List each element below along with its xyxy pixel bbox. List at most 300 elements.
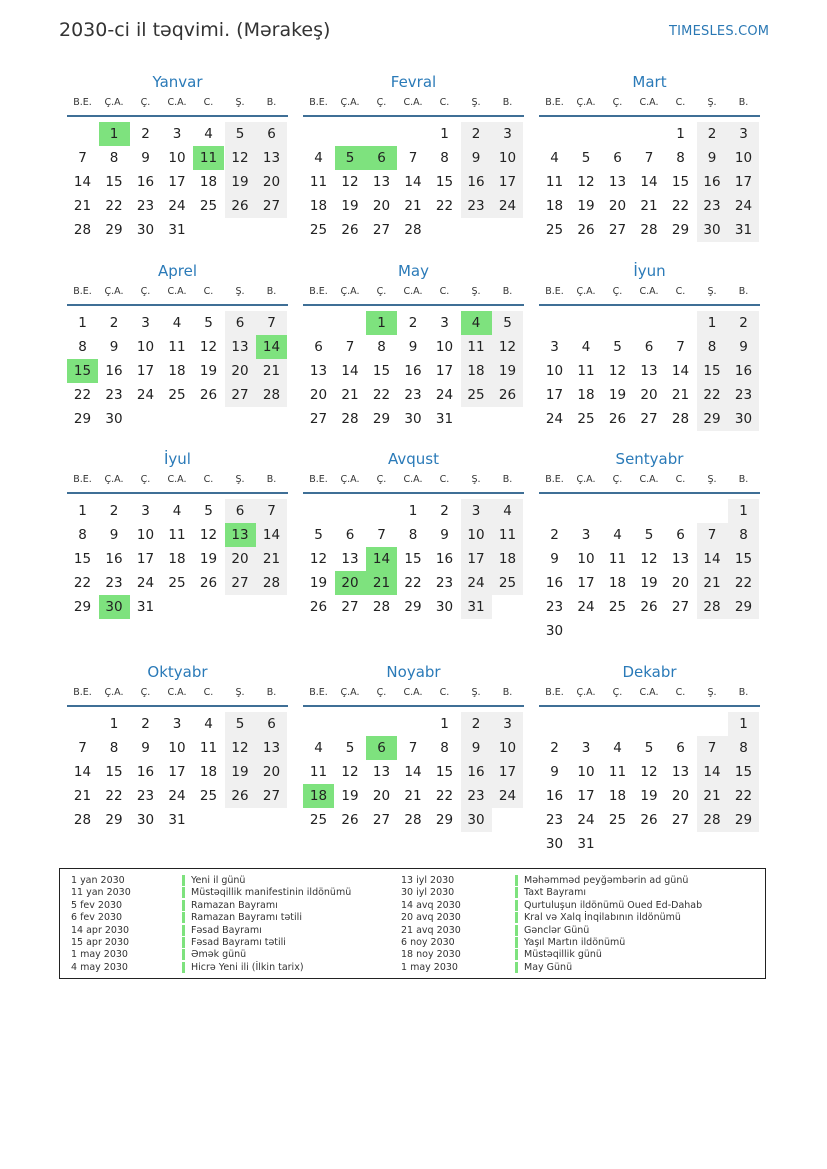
day-cell[interactable]: 30 [461, 808, 492, 832]
day-cell[interactable]: 20 [225, 547, 256, 571]
day-cell[interactable]: 6 [613, 150, 622, 166]
day-cell[interactable]: 25 [309, 222, 328, 238]
day-cell[interactable]: 19 [199, 363, 218, 379]
day-cell[interactable]: 29 [697, 407, 728, 431]
day-cell[interactable]: 1 [440, 126, 449, 142]
holiday-day-cell[interactable]: 15 [67, 359, 98, 383]
day-cell[interactable]: 24 [492, 784, 523, 808]
day-cell[interactable]: 27 [671, 812, 690, 828]
day-cell[interactable]: 20 [372, 198, 391, 214]
day-cell[interactable]: 13 [671, 764, 690, 780]
day-cell[interactable]: 9 [697, 146, 728, 170]
day-cell[interactable]: 10 [136, 339, 155, 355]
day-cell[interactable]: 17 [492, 170, 523, 194]
day-cell[interactable]: 30 [545, 623, 564, 639]
day-cell[interactable]: 13 [341, 551, 359, 567]
day-cell[interactable]: 26 [640, 599, 658, 615]
day-cell[interactable]: 4 [204, 126, 213, 142]
day-cell[interactable]: 2 [461, 712, 492, 736]
day-cell[interactable]: 7 [408, 740, 418, 756]
day-cell[interactable]: 17 [435, 363, 454, 379]
day-cell[interactable]: 6 [314, 339, 323, 355]
day-cell[interactable]: 14 [697, 547, 728, 571]
day-cell[interactable]: 12 [640, 551, 658, 567]
day-cell[interactable]: 20 [309, 387, 328, 403]
day-cell[interactable]: 27 [372, 222, 391, 238]
day-cell[interactable]: 29 [105, 222, 123, 238]
day-cell[interactable]: 13 [671, 551, 690, 567]
day-cell[interactable]: 24 [577, 599, 595, 615]
day-cell[interactable]: 30 [435, 599, 454, 615]
day-cell[interactable]: 22 [728, 784, 759, 808]
day-cell[interactable]: 25 [608, 812, 627, 828]
day-cell[interactable]: 16 [728, 359, 759, 383]
day-cell[interactable]: 29 [404, 599, 422, 615]
day-cell[interactable]: 26 [225, 784, 256, 808]
day-cell[interactable]: 15 [697, 359, 728, 383]
day-cell[interactable]: 18 [608, 788, 627, 804]
day-cell[interactable]: 7 [78, 150, 87, 166]
day-cell[interactable]: 19 [341, 788, 359, 804]
holiday-day-cell[interactable]: 18 [303, 784, 334, 808]
day-cell[interactable]: 19 [225, 760, 256, 784]
day-cell[interactable]: 5 [225, 712, 256, 736]
brand-link[interactable]: TIMESLES.COM [669, 24, 770, 39]
day-cell[interactable]: 19 [608, 387, 627, 403]
day-cell[interactable]: 25 [577, 411, 595, 427]
day-cell[interactable]: 8 [377, 339, 386, 355]
day-cell[interactable]: 6 [644, 339, 654, 355]
day-cell[interactable]: 17 [577, 575, 595, 591]
day-cell[interactable]: 1 [676, 126, 685, 142]
day-cell[interactable]: 10 [168, 740, 186, 756]
day-cell[interactable]: 6 [256, 712, 287, 736]
day-cell[interactable]: 20 [372, 788, 391, 804]
day-cell[interactable]: 18 [577, 387, 595, 403]
day-cell[interactable]: 28 [671, 411, 690, 427]
day-cell[interactable]: 8 [440, 150, 449, 166]
day-cell[interactable]: 2 [550, 527, 559, 543]
day-cell[interactable]: 15 [435, 764, 454, 780]
day-cell[interactable]: 3 [172, 716, 182, 732]
day-cell[interactable]: 16 [697, 170, 728, 194]
day-cell[interactable]: 3 [172, 126, 182, 142]
day-cell[interactable]: 25 [461, 383, 492, 407]
day-cell[interactable]: 24 [545, 411, 564, 427]
day-cell[interactable]: 17 [728, 170, 759, 194]
day-cell[interactable]: 21 [256, 359, 287, 383]
day-cell[interactable]: 27 [671, 599, 690, 615]
day-cell[interactable]: 1 [78, 315, 87, 331]
day-cell[interactable]: 4 [550, 150, 559, 166]
day-cell[interactable]: 11 [168, 527, 186, 543]
day-cell[interactable]: 22 [372, 387, 391, 403]
holiday-day-cell[interactable]: 6 [366, 146, 397, 170]
day-cell[interactable]: 18 [199, 764, 218, 780]
holiday-day-cell[interactable]: 5 [335, 146, 366, 170]
day-cell[interactable]: 6 [676, 740, 685, 756]
day-cell[interactable]: 23 [461, 784, 492, 808]
day-cell[interactable]: 24 [577, 812, 595, 828]
day-cell[interactable]: 19 [199, 551, 218, 567]
day-cell[interactable]: 23 [697, 194, 728, 218]
day-cell[interactable]: 7 [256, 311, 287, 335]
holiday-day-cell[interactable]: 30 [99, 595, 130, 619]
day-cell[interactable]: 29 [105, 812, 123, 828]
day-cell[interactable]: 23 [136, 788, 155, 804]
day-cell[interactable]: 12 [199, 527, 218, 543]
day-cell[interactable]: 7 [256, 499, 287, 523]
day-cell[interactable]: 10 [492, 146, 523, 170]
day-cell[interactable]: 4 [613, 527, 622, 543]
day-cell[interactable]: 8 [440, 740, 449, 756]
day-cell[interactable]: 28 [341, 411, 359, 427]
day-cell[interactable]: 5 [204, 503, 213, 519]
day-cell[interactable]: 7 [644, 150, 654, 166]
day-cell[interactable]: 28 [256, 383, 287, 407]
day-cell[interactable]: 29 [73, 599, 92, 615]
day-cell[interactable]: 7 [345, 339, 355, 355]
day-cell[interactable]: 7 [676, 339, 685, 355]
day-cell[interactable]: 9 [141, 740, 150, 756]
day-cell[interactable]: 7 [697, 736, 728, 760]
day-cell[interactable]: 20 [671, 575, 690, 591]
day-cell[interactable]: 1 [408, 503, 418, 519]
day-cell[interactable]: 12 [577, 174, 595, 190]
day-cell[interactable]: 3 [581, 740, 591, 756]
holiday-day-cell[interactable]: 14 [256, 335, 287, 359]
day-cell[interactable]: 30 [404, 411, 422, 427]
day-cell[interactable]: 15 [372, 363, 391, 379]
day-cell[interactable]: 2 [408, 315, 418, 331]
day-cell[interactable]: 11 [492, 523, 523, 547]
day-cell[interactable]: 30 [545, 836, 564, 852]
day-cell[interactable]: 3 [581, 527, 591, 543]
day-cell[interactable]: 15 [404, 551, 422, 567]
day-cell[interactable]: 24 [136, 575, 155, 591]
day-cell[interactable]: 18 [608, 575, 627, 591]
day-cell[interactable]: 9 [461, 146, 492, 170]
day-cell[interactable]: 14 [73, 174, 92, 190]
day-cell[interactable]: 26 [225, 194, 256, 218]
day-cell[interactable]: 6 [225, 499, 256, 523]
day-cell[interactable]: 4 [492, 499, 523, 523]
day-cell[interactable]: 28 [640, 222, 658, 238]
day-cell[interactable]: 27 [309, 411, 328, 427]
day-cell[interactable]: 25 [199, 788, 218, 804]
day-cell[interactable]: 27 [341, 599, 359, 615]
day-cell[interactable]: 9 [109, 527, 119, 543]
day-cell[interactable]: 16 [545, 788, 564, 804]
day-cell[interactable]: 27 [640, 411, 658, 427]
day-cell[interactable]: 29 [728, 595, 759, 619]
day-cell[interactable]: 19 [341, 198, 359, 214]
day-cell[interactable]: 5 [492, 311, 523, 335]
day-cell[interactable]: 9 [550, 764, 559, 780]
day-cell[interactable]: 12 [341, 174, 359, 190]
day-cell[interactable]: 19 [309, 575, 328, 591]
day-cell[interactable]: 31 [136, 599, 155, 615]
day-cell[interactable]: 23 [105, 387, 123, 403]
day-cell[interactable]: 13 [372, 764, 391, 780]
day-cell[interactable]: 2 [697, 122, 728, 146]
day-cell[interactable]: 14 [640, 174, 658, 190]
day-cell[interactable]: 31 [461, 595, 492, 619]
day-cell[interactable]: 4 [581, 339, 591, 355]
day-cell[interactable]: 4 [613, 740, 622, 756]
day-cell[interactable]: 29 [435, 812, 454, 828]
holiday-day-cell[interactable]: 1 [366, 311, 397, 335]
day-cell[interactable]: 16 [435, 551, 454, 567]
day-cell[interactable]: 15 [105, 764, 123, 780]
day-cell[interactable]: 4 [314, 740, 323, 756]
day-cell[interactable]: 3 [141, 503, 150, 519]
holiday-day-cell[interactable]: 4 [461, 311, 492, 335]
day-cell[interactable]: 14 [671, 363, 690, 379]
day-cell[interactable]: 22 [73, 387, 92, 403]
day-cell[interactable]: 4 [314, 150, 323, 166]
day-cell[interactable]: 9 [461, 736, 492, 760]
day-cell[interactable]: 5 [644, 740, 654, 756]
day-cell[interactable]: 26 [492, 383, 523, 407]
day-cell[interactable]: 28 [372, 599, 391, 615]
day-cell[interactable]: 16 [136, 174, 155, 190]
day-cell[interactable]: 8 [697, 335, 728, 359]
day-cell[interactable]: 18 [168, 551, 186, 567]
day-cell[interactable]: 17 [136, 551, 155, 567]
day-cell[interactable]: 7 [377, 527, 386, 543]
day-cell[interactable]: 8 [728, 523, 759, 547]
day-cell[interactable]: 2 [141, 126, 150, 142]
day-cell[interactable]: 16 [461, 760, 492, 784]
day-cell[interactable]: 19 [577, 198, 595, 214]
day-cell[interactable]: 29 [728, 808, 759, 832]
day-cell[interactable]: 5 [581, 150, 591, 166]
day-cell[interactable]: 2 [109, 503, 119, 519]
day-cell[interactable]: 8 [408, 527, 418, 543]
day-cell[interactable]: 4 [172, 315, 182, 331]
day-cell[interactable]: 22 [671, 198, 690, 214]
day-cell[interactable]: 17 [545, 387, 564, 403]
day-cell[interactable]: 24 [136, 387, 155, 403]
day-cell[interactable]: 19 [492, 359, 523, 383]
day-cell[interactable]: 23 [136, 198, 155, 214]
day-cell[interactable]: 20 [225, 359, 256, 383]
day-cell[interactable]: 8 [109, 740, 119, 756]
day-cell[interactable]: 2 [440, 503, 449, 519]
day-cell[interactable]: 8 [728, 736, 759, 760]
day-cell[interactable]: 31 [435, 411, 454, 427]
day-cell[interactable]: 3 [550, 339, 559, 355]
day-cell[interactable]: 26 [341, 812, 359, 828]
day-cell[interactable]: 18 [199, 174, 218, 190]
day-cell[interactable]: 10 [545, 363, 564, 379]
day-cell[interactable]: 20 [256, 170, 287, 194]
day-cell[interactable]: 11 [309, 174, 328, 190]
day-cell[interactable]: 19 [640, 575, 658, 591]
day-cell[interactable]: 10 [577, 551, 595, 567]
day-cell[interactable]: 5 [613, 339, 622, 355]
day-cell[interactable]: 8 [78, 339, 87, 355]
holiday-day-cell[interactable]: 13 [225, 523, 256, 547]
day-cell[interactable]: 21 [256, 547, 287, 571]
day-cell[interactable]: 11 [577, 363, 595, 379]
day-cell[interactable]: 14 [697, 760, 728, 784]
day-cell[interactable]: 9 [440, 527, 449, 543]
day-cell[interactable]: 21 [341, 387, 359, 403]
day-cell[interactable]: 21 [697, 784, 728, 808]
day-cell[interactable]: 17 [492, 760, 523, 784]
day-cell[interactable]: 3 [461, 499, 492, 523]
day-cell[interactable]: 15 [435, 174, 454, 190]
day-cell[interactable]: 6 [225, 311, 256, 335]
day-cell[interactable]: 10 [461, 523, 492, 547]
day-cell[interactable]: 13 [309, 363, 328, 379]
day-cell[interactable]: 11 [608, 764, 627, 780]
day-cell[interactable]: 1 [109, 716, 119, 732]
day-cell[interactable]: 19 [225, 170, 256, 194]
day-cell[interactable]: 2 [141, 716, 150, 732]
day-cell[interactable]: 28 [73, 222, 92, 238]
day-cell[interactable]: 12 [225, 736, 256, 760]
day-cell[interactable]: 23 [545, 812, 564, 828]
day-cell[interactable]: 11 [199, 740, 218, 756]
day-cell[interactable]: 22 [105, 198, 123, 214]
day-cell[interactable]: 5 [314, 527, 323, 543]
day-cell[interactable]: 2 [728, 311, 759, 335]
holiday-day-cell[interactable]: 6 [366, 736, 397, 760]
day-cell[interactable]: 14 [256, 523, 287, 547]
day-cell[interactable]: 5 [345, 740, 355, 756]
day-cell[interactable]: 13 [225, 335, 256, 359]
holiday-day-cell[interactable]: 20 [335, 571, 366, 595]
day-cell[interactable]: 20 [671, 788, 690, 804]
day-cell[interactable]: 22 [435, 788, 454, 804]
day-cell[interactable]: 25 [168, 387, 186, 403]
day-cell[interactable]: 28 [697, 595, 728, 619]
day-cell[interactable]: 31 [168, 222, 186, 238]
day-cell[interactable]: 10 [168, 150, 186, 166]
day-cell[interactable]: 23 [728, 383, 759, 407]
day-cell[interactable]: 6 [676, 527, 685, 543]
day-cell[interactable]: 1 [728, 499, 759, 523]
day-cell[interactable]: 26 [309, 599, 328, 615]
day-cell[interactable]: 13 [640, 363, 658, 379]
day-cell[interactable]: 21 [671, 387, 690, 403]
day-cell[interactable]: 30 [136, 812, 155, 828]
day-cell[interactable]: 23 [545, 599, 564, 615]
day-cell[interactable]: 11 [309, 764, 328, 780]
day-cell[interactable]: 1 [697, 311, 728, 335]
day-cell[interactable]: 3 [141, 315, 150, 331]
day-cell[interactable]: 17 [461, 547, 492, 571]
day-cell[interactable]: 14 [73, 764, 92, 780]
day-cell[interactable]: 7 [697, 523, 728, 547]
day-cell[interactable]: 25 [309, 812, 328, 828]
day-cell[interactable]: 6 [345, 527, 355, 543]
day-cell[interactable]: 22 [404, 575, 422, 591]
day-cell[interactable]: 20 [256, 760, 287, 784]
day-cell[interactable]: 28 [697, 808, 728, 832]
day-cell[interactable]: 5 [204, 315, 213, 331]
day-cell[interactable]: 21 [73, 788, 92, 804]
day-cell[interactable]: 12 [640, 764, 658, 780]
holiday-day-cell[interactable]: 14 [366, 547, 397, 571]
day-cell[interactable]: 29 [73, 411, 92, 427]
day-cell[interactable]: 17 [168, 174, 186, 190]
day-cell[interactable]: 25 [608, 599, 627, 615]
day-cell[interactable]: 17 [136, 363, 155, 379]
day-cell[interactable]: 26 [640, 812, 658, 828]
day-cell[interactable]: 12 [199, 339, 218, 355]
day-cell[interactable]: 23 [435, 575, 454, 591]
day-cell[interactable]: 3 [728, 122, 759, 146]
day-cell[interactable]: 24 [168, 198, 186, 214]
day-cell[interactable]: 21 [404, 198, 422, 214]
day-cell[interactable]: 30 [728, 407, 759, 431]
day-cell[interactable]: 13 [372, 174, 391, 190]
day-cell[interactable]: 26 [199, 387, 218, 403]
day-cell[interactable]: 12 [225, 146, 256, 170]
day-cell[interactable]: 20 [608, 198, 627, 214]
day-cell[interactable]: 18 [461, 359, 492, 383]
day-cell[interactable]: 23 [404, 387, 422, 403]
day-cell[interactable]: 27 [225, 571, 256, 595]
day-cell[interactable]: 27 [372, 812, 391, 828]
day-cell[interactable]: 24 [492, 194, 523, 218]
day-cell[interactable]: 12 [309, 551, 328, 567]
day-cell[interactable]: 23 [105, 575, 123, 591]
day-cell[interactable]: 5 [644, 527, 654, 543]
day-cell[interactable]: 28 [404, 222, 422, 238]
day-cell[interactable]: 4 [204, 716, 213, 732]
day-cell[interactable]: 16 [461, 170, 492, 194]
day-cell[interactable]: 15 [671, 174, 690, 190]
day-cell[interactable]: 30 [105, 411, 123, 427]
day-cell[interactable]: 5 [225, 122, 256, 146]
day-cell[interactable]: 27 [608, 222, 627, 238]
day-cell[interactable]: 16 [545, 575, 564, 591]
day-cell[interactable]: 18 [545, 198, 564, 214]
day-cell[interactable]: 31 [728, 218, 759, 242]
day-cell[interactable]: 29 [372, 411, 391, 427]
day-cell[interactable]: 18 [309, 198, 328, 214]
day-cell[interactable]: 21 [404, 788, 422, 804]
holiday-day-cell[interactable]: 1 [99, 122, 130, 146]
day-cell[interactable]: 21 [73, 198, 92, 214]
day-cell[interactable]: 12 [608, 363, 627, 379]
day-cell[interactable]: 22 [435, 198, 454, 214]
day-cell[interactable]: 25 [168, 575, 186, 591]
day-cell[interactable]: 9 [550, 551, 559, 567]
day-cell[interactable]: 8 [676, 150, 685, 166]
day-cell[interactable]: 9 [408, 339, 418, 355]
day-cell[interactable]: 9 [141, 150, 150, 166]
day-cell[interactable]: 29 [671, 222, 690, 238]
day-cell[interactable]: 25 [199, 198, 218, 214]
day-cell[interactable]: 12 [492, 335, 523, 359]
day-cell[interactable]: 15 [728, 547, 759, 571]
day-cell[interactable]: 13 [608, 174, 627, 190]
day-cell[interactable]: 11 [461, 335, 492, 359]
day-cell[interactable]: 30 [136, 222, 155, 238]
day-cell[interactable]: 17 [577, 788, 595, 804]
day-cell[interactable]: 26 [608, 411, 627, 427]
day-cell[interactable]: 2 [550, 740, 559, 756]
day-cell[interactable]: 1 [728, 712, 759, 736]
day-cell[interactable]: 7 [78, 740, 87, 756]
day-cell[interactable]: 9 [728, 335, 759, 359]
